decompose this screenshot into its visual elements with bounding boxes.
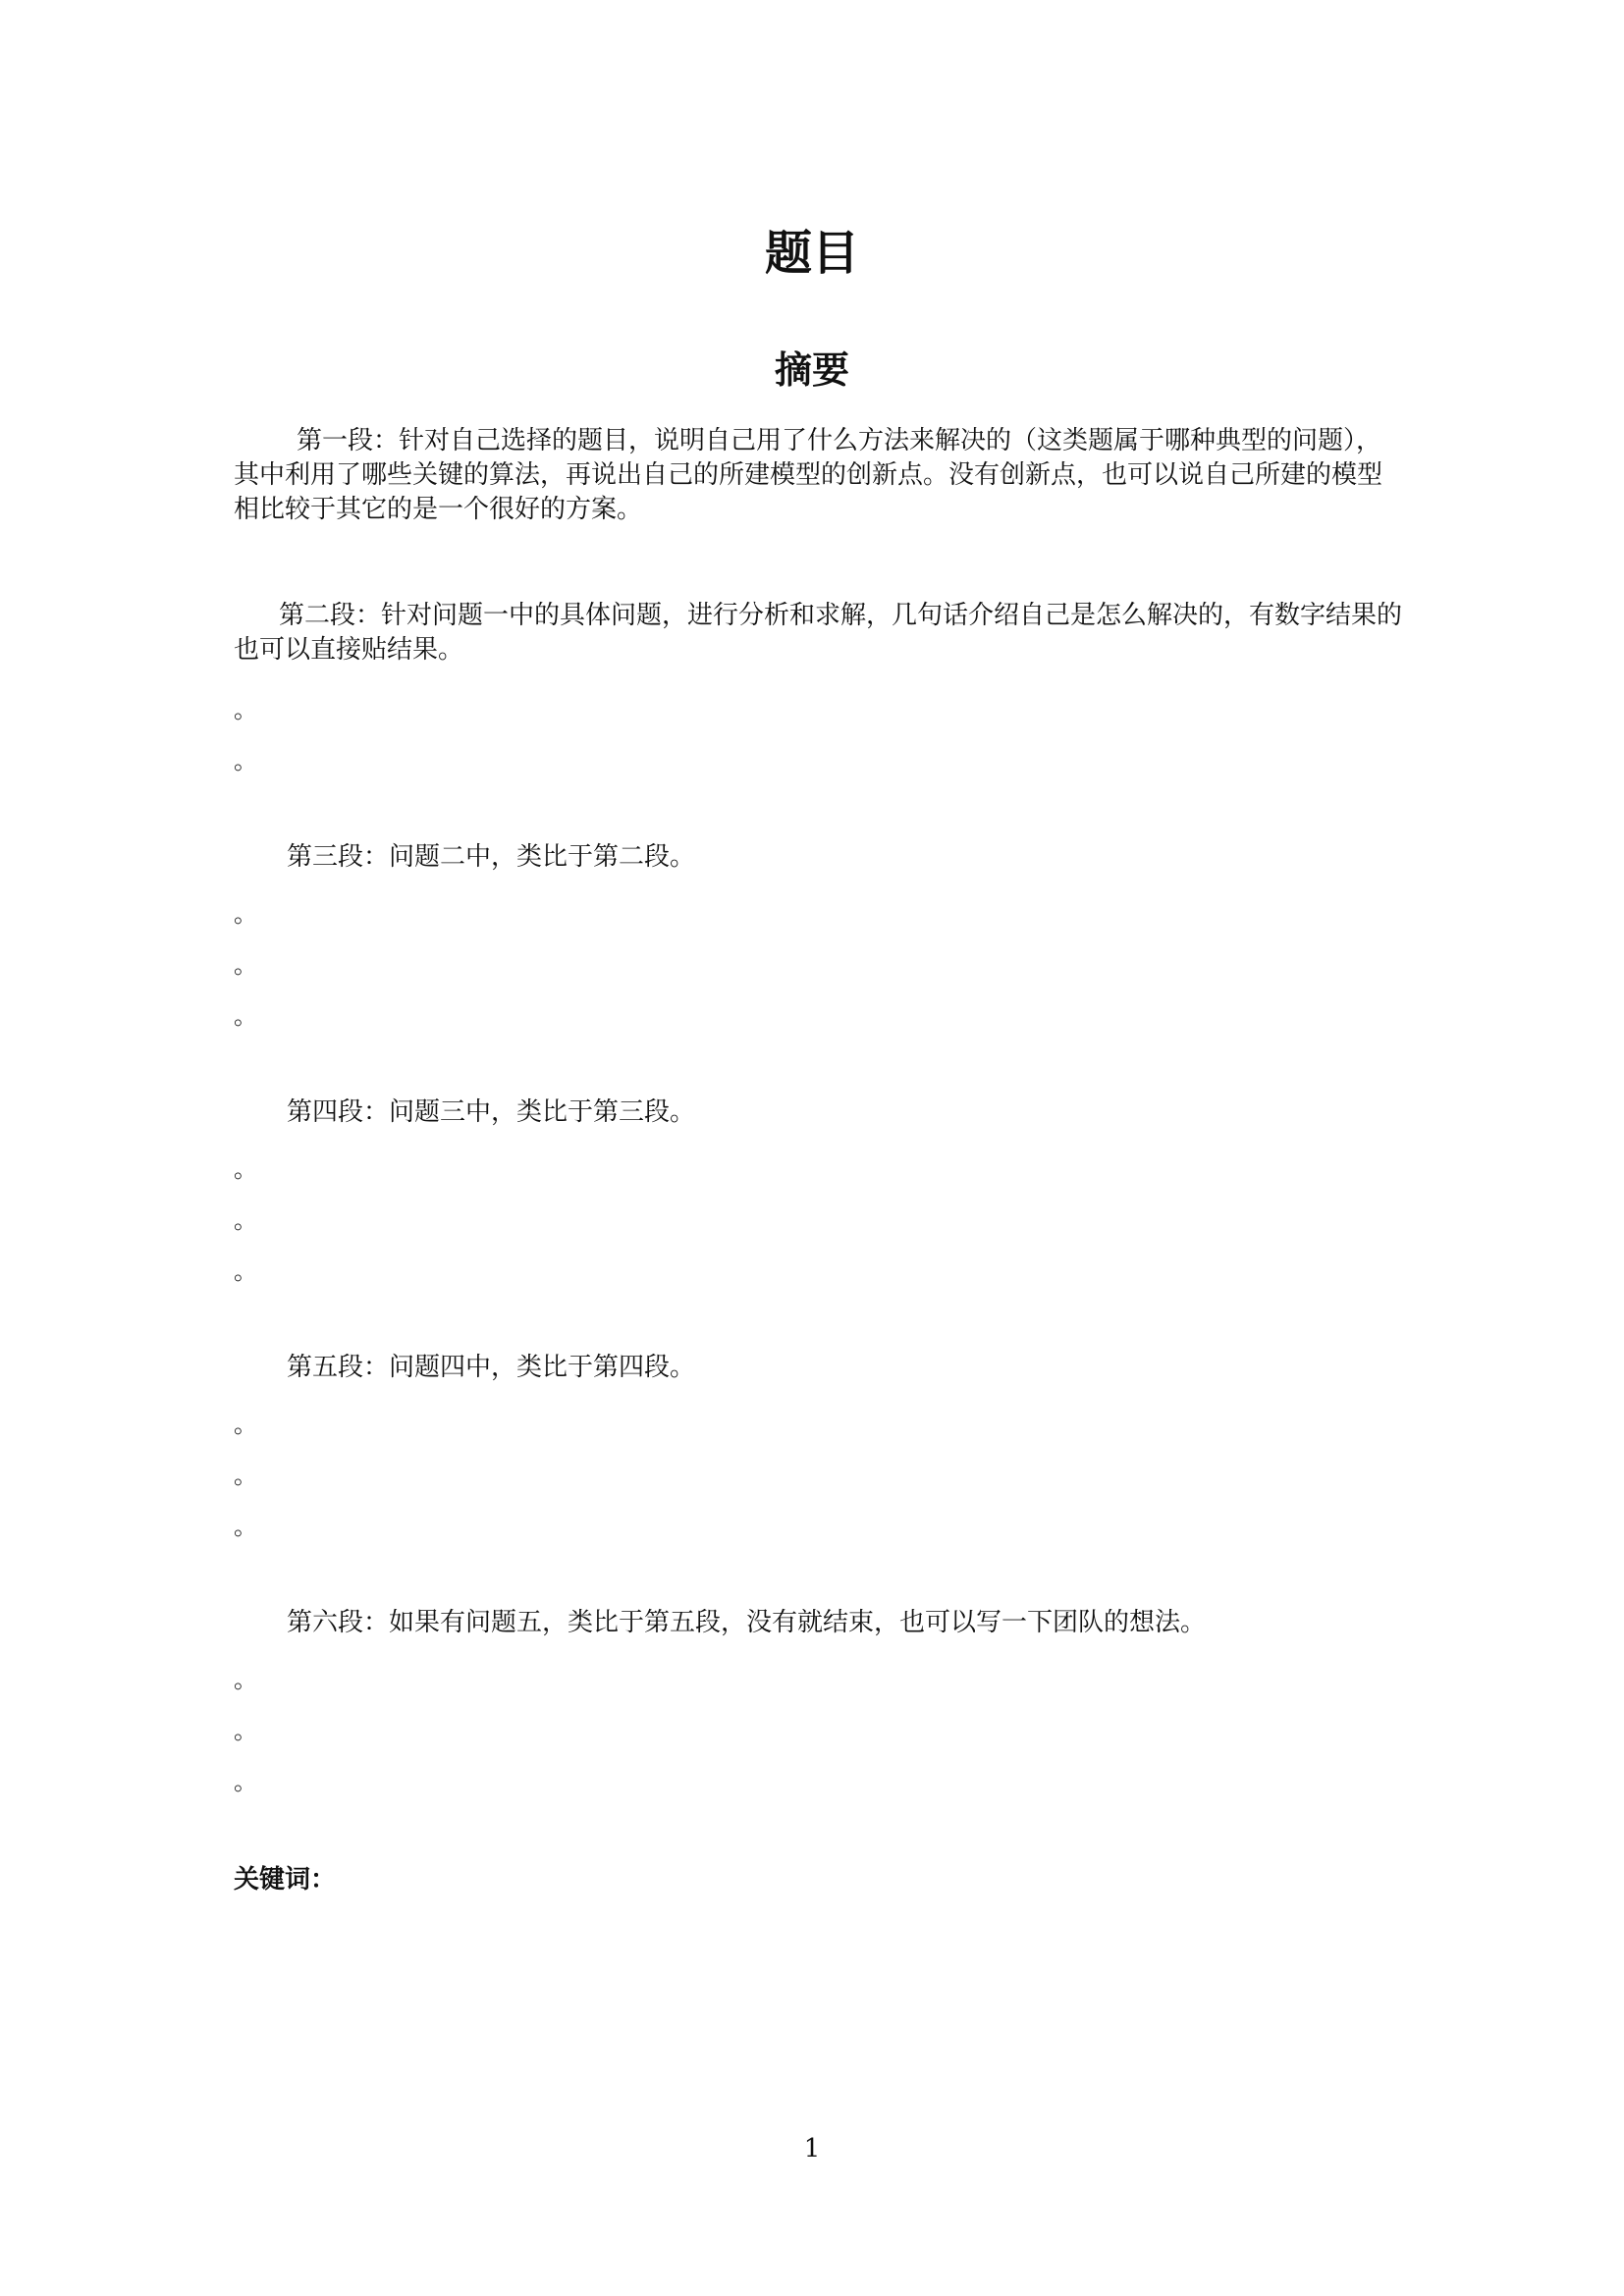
paragraph-2: 第二段：针对问题一中的具体问题，进行分析和求解，几句话介绍自己是怎么解决的，有数字结果的也可以直接贴结果。	[234, 601, 1403, 665]
empty-list-item: 。	[234, 1513, 257, 1540]
empty-list-item: 。	[234, 1768, 257, 1795]
document-title: 题目	[764, 226, 859, 281]
paragraph-1: 第一段：针对自己选择的题目，说明自己用了什么方法来解决的（这类题属于哪种典型的问题），其中利用了哪些关键的算法，再说出自己的所建模型的创新点。没有创新点，也可以说自己所建的模型相比较于其它的是一个很好的方案。	[234, 426, 1383, 524]
empty-list-item: 。	[234, 900, 257, 928]
page-number: 1	[803, 2134, 821, 2163]
empty-list-item: 。	[234, 1206, 257, 1234]
keywords-label: 关键词：	[234, 1865, 337, 1895]
empty-list-item: 。	[234, 1002, 257, 1030]
empty-list-item: 。	[234, 747, 257, 774]
abstract-heading: 摘要	[774, 347, 849, 392]
empty-list-item: 。	[234, 951, 257, 979]
paragraph-5: 第五段：问题四中，类比于第四段。	[287, 1353, 696, 1382]
empty-list-item: 。	[234, 1257, 257, 1285]
empty-list-item: 。	[234, 1411, 257, 1438]
empty-list-item: 。	[234, 1155, 257, 1183]
empty-list-item: 。	[234, 1717, 257, 1744]
empty-list-item: 。	[234, 696, 257, 723]
empty-list-item: 。	[234, 1666, 257, 1693]
paragraph-3: 第三段：问题二中，类比于第二段。	[287, 842, 696, 872]
empty-list-item: 。	[234, 1462, 257, 1489]
paragraph-6: 第六段：如果有问题五，类比于第五段，没有就结束，也可以写一下团队的想法。	[287, 1608, 1207, 1637]
paragraph-4: 第四段：问题三中，类比于第三段。	[287, 1097, 696, 1127]
